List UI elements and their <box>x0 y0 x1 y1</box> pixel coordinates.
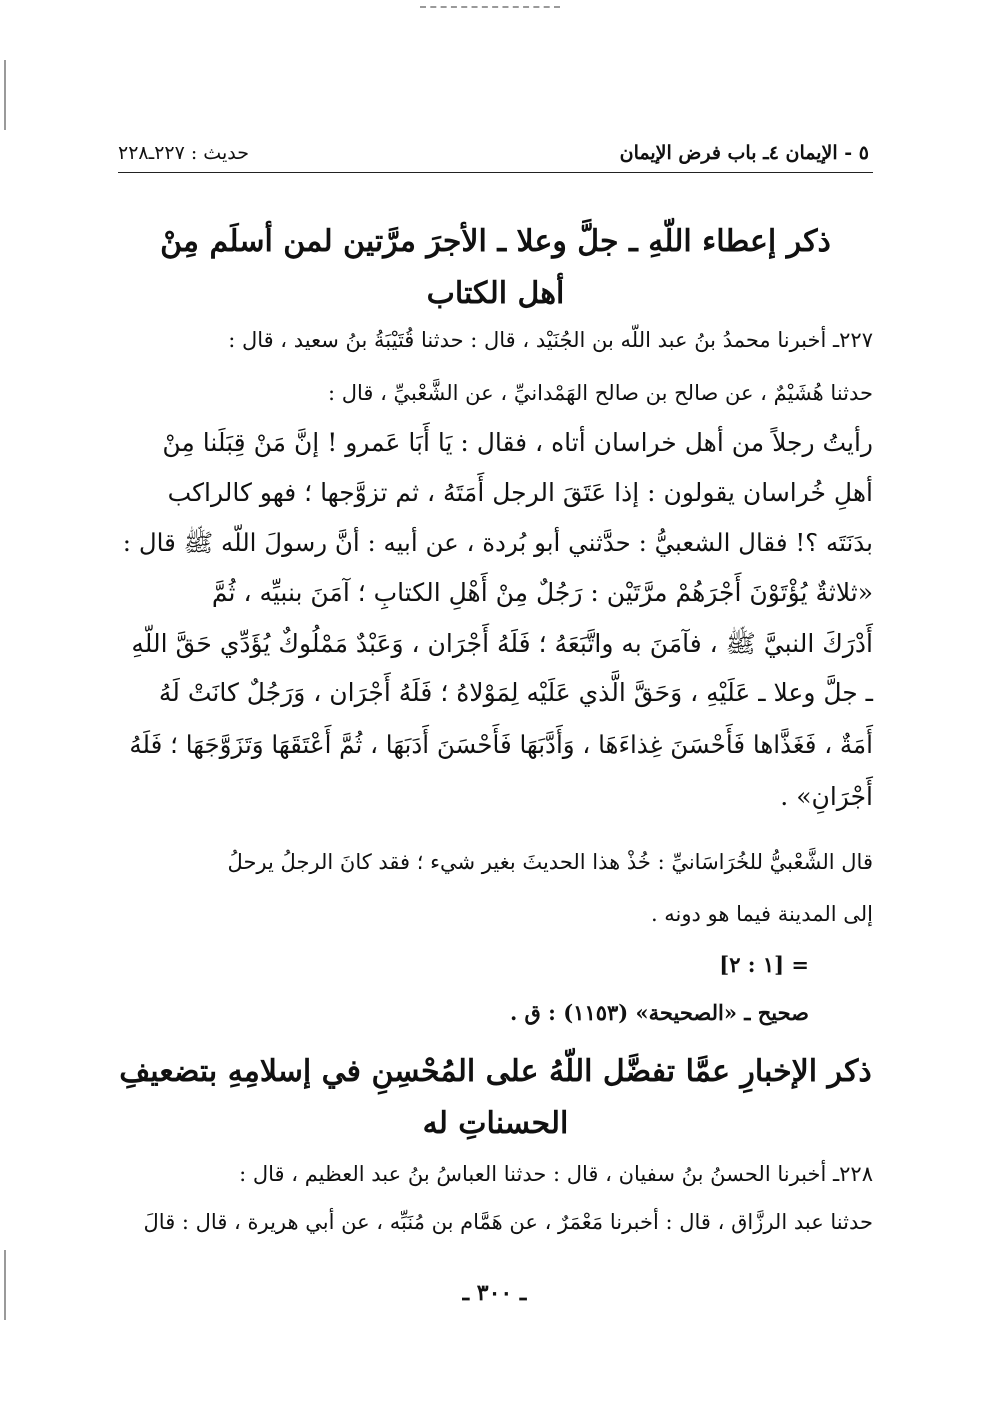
text-line: «ثلاثةٌ يُؤْتَوْنَ أَجْرَهُمْ مرَّتَيْن : رَجُلٌ مِنْ أَهْلِ الكتابِ ؛ آمَنَ بنبيِّه ، ثُمَّ <box>211 578 873 607</box>
book-title: ٥ - الإيمان <box>785 142 869 164</box>
comment-line: قال الشَّعْبيُّ للخُرَاسَانيِّ : خُذْ هذا الحديثَ بغير شيء ؛ فقد كانَ الرجلُ يرحلُ <box>227 850 873 874</box>
section-heading-line: أهل الكتاب <box>426 276 565 311</box>
section-heading-line: ذكر إعطاء اللّهِ ـ جلَّ وعلا ـ الأجرَ مرَّتين لمن أسلَم مِنْ <box>160 224 831 259</box>
page-number: ـ ٣٠٠ ـ <box>462 1280 527 1306</box>
text-line: بدَنَتَه ؟! فقال الشعبيُّ : حدَّثني أبو بُردة ، عن أبيه : أنَّ رسولَ اللّه ﷺ قال : <box>122 528 873 557</box>
text-line: أَجْرَانِ» . <box>780 782 873 811</box>
section-heading-line: الحسناتِ له <box>422 1106 569 1141</box>
section-heading-line: ذكر الإخبارِ عمَّا تفضَّل اللّهُ على المُحْسِنِ في إسلامِهِ بتضعيفِ <box>119 1054 872 1089</box>
text-line: أَدْرَكَ النبيَّ ﷺ ، فآمَنَ به واتَّبَعَهُ ؛ فَلَهُ أَجْرَان ، وَعَبْدٌ مَمْلُوكٌ يُؤَدِّي حَقَّ اللّهِ <box>131 629 873 658</box>
scan-top-marks <box>420 6 560 10</box>
isnad-line: حدثنا عبد الرزَّاق ، قال : أخبرنا مَعْمَرٌ ، عن هَمَّام بن مُنَبِّه ، عن أبي هريرة ، قال : قالَ <box>143 1210 873 1234</box>
header-titles <box>560 142 869 164</box>
cross-reference: = [١ : ٢] <box>719 952 809 977</box>
comment-line: إلى المدينة فيما هو دونه . <box>650 902 873 926</box>
running-header <box>118 138 873 173</box>
text-line: ـ جلَّ وعلا ـ عَلَيْهِ ، وَحَقَّ الَّذي عَلَيْه لِمَوْلاهُ ؛ فَلَهُ أَجْرَان ، وَرَجُلٌ كانَتْ لَهُ <box>158 678 873 707</box>
text-line: أَمَةٌ ، فَغَذَّاها فَأَحْسَنَ غِذاءَهَا ، وَأَدَّبَهَا فَأَحْسَنَ أَدَبَهَا ، ثُمَّ أَعْتَقَهَا وَتَزَوَّجَهَا ؛ فَلَهُ <box>129 730 873 759</box>
chapter-title: ٤ـ باب فرض الإيمان <box>619 142 779 164</box>
text-line: أهلِ خُراسان يقولون : إذا عَتَقَ الرجل أَمَتَهُ ، ثم تزوَّجها ؛ فهو كالراكب <box>167 478 873 507</box>
hadith-range: حديث : ٢٢٧ـ٢٢٨ <box>118 142 249 164</box>
hadith-grading: صحيح ـ «الصحيحة» (١١٥٣) : ق . <box>509 1000 809 1025</box>
isnad-line: ٢٢٧ـ أخبرنا محمدُ بنُ عبد اللّه بن الجُنَيْد ، قال : حدثنا قُتَيْبَةُ بنُ سعيد ، قال : <box>228 328 873 352</box>
text-line: رأيتُ رجلاً من أهل خراسان أتاه ، فقال : يَا أَبَا عَمرو ! إنَّ مَنْ قِبَلَنا مِنْ <box>162 428 873 457</box>
scan-left-bleed <box>4 60 6 130</box>
isnad-line: حدثنا هُشَيْمٌ ، عن صالح بن صالح الهَمْدانيِّ ، عن الشَّعْبيِّ ، قال : <box>327 381 873 405</box>
isnad-line: ٢٢٨ـ أخبرنا الحسنُ بنُ سفيان ، قال : حدثنا العباسُ بنُ عبد العظيم ، قال : <box>239 1162 873 1186</box>
